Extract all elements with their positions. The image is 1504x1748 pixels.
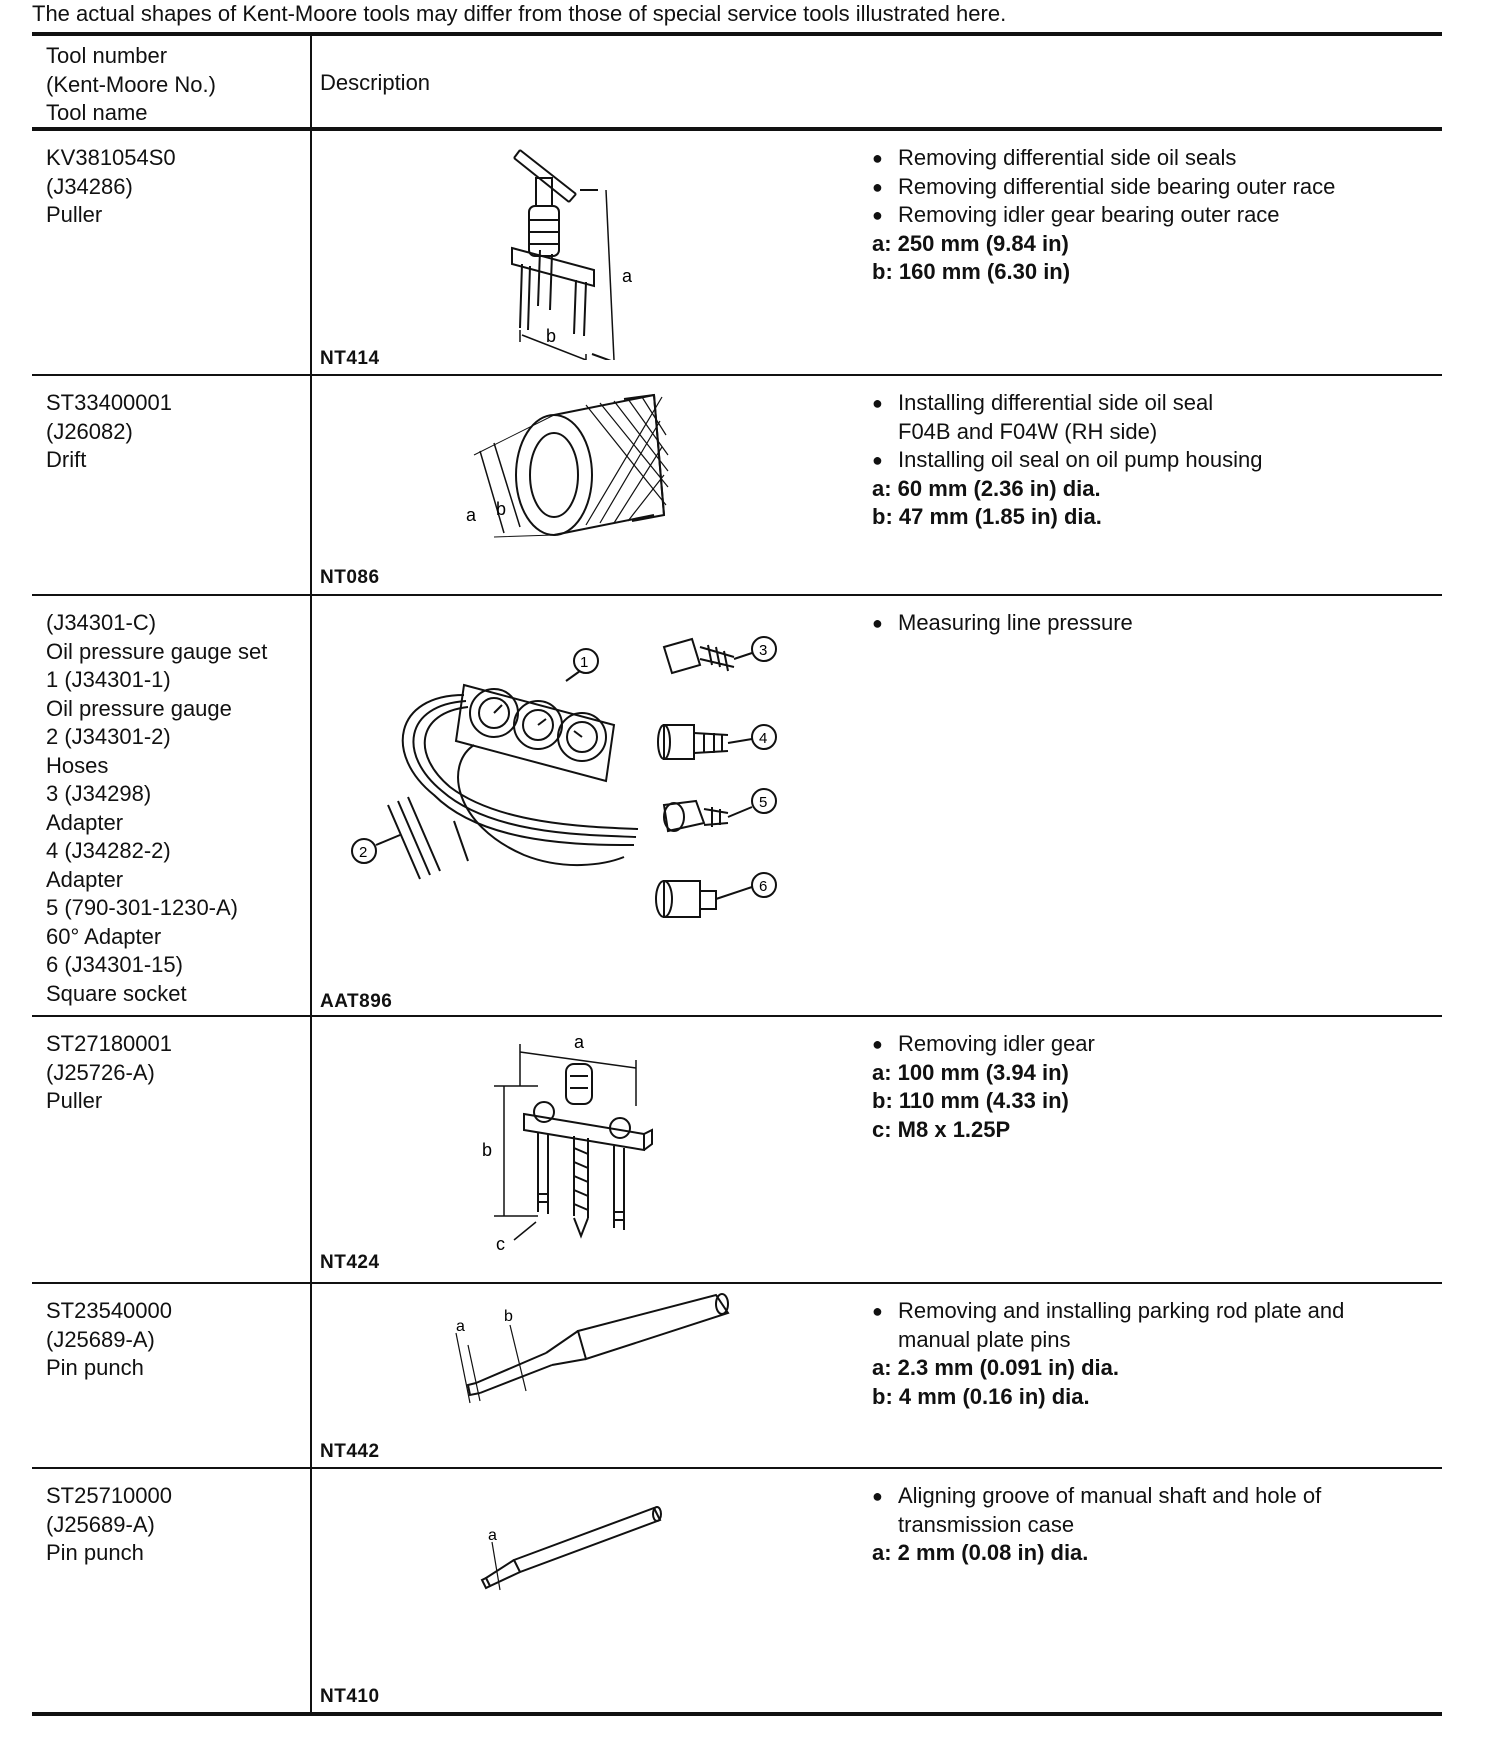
spec-line: c: M8 x 1.25P [872,1116,1011,1142]
bullet-text: Removing idler gear bearing outer race [898,202,1280,227]
bullet-icon: ● [872,613,883,633]
bullet-item [872,1482,1432,1511]
figure-code: NT410 [320,1686,380,1707]
spec-line: a: 100 mm (3.94 in) [872,1059,1069,1085]
component-name: Adapter [46,866,124,892]
pin-punch-illustration [324,1283,844,1453]
kent-moore-number: (J34286) [46,173,133,199]
component-number: 4 (J34282-2) [46,838,171,863]
tool-description [872,1297,1432,1411]
tool-number: ST33400001 [46,390,172,415]
kent-moore-number: (J26082) [46,418,133,444]
tool-id [46,389,301,475]
tool-name: Drift [46,447,87,472]
figure-code: NT442 [320,1441,380,1462]
dimension-label: a [622,266,633,286]
dimension-label: a [488,1527,497,1544]
bullet-item [872,389,1432,418]
table-row [32,375,1442,594]
table-row [32,595,1442,1015]
kent-moore-number: (J25689-A) [46,1326,155,1352]
spec-line: a: 250 mm (9.84 in) [872,230,1069,256]
dimension-label: b [496,499,507,519]
component-name: Square socket [46,980,187,1006]
spec-line: a: 60 mm (2.36 in) dia. [872,475,1101,501]
kent-moore-number: (J25726-A) [46,1059,155,1085]
tool-number: ST23540000 [46,1298,172,1323]
tool-description [872,1030,1432,1144]
bullet-icon: ● [872,450,883,470]
spec-line: a: 2.3 mm (0.091 in) dia. [872,1355,1119,1380]
bullet-continuation: F04B and F04W (RH side) [898,418,1158,444]
bullet-text: Installing oil seal on oil pump housing [898,447,1263,472]
component-name: Hoses [46,752,109,778]
tool-description [872,1482,1432,1568]
tool-id [46,1030,301,1116]
tool-id [46,1482,301,1568]
bullet-icon: ● [872,393,883,413]
intro-note: The actual shapes of Kent-Moore tools may differ from those of special service tools illustrated here. [32,1,1007,26]
header-tool-column [46,42,301,128]
tool-name: Pin punch [46,1540,144,1565]
tool-id [46,144,301,230]
bullet-icon: ● [872,148,883,168]
callout-label: 1 [580,654,589,671]
dimension-label: a [574,1032,585,1052]
spec-line: b: 4 mm (0.16 in) dia. [872,1383,1090,1409]
bullet-continuation: manual plate pins [898,1326,1071,1352]
bullet-continuation: transmission case [898,1511,1075,1537]
dimension-label: c [496,1234,505,1254]
tool-id [46,1297,301,1383]
bullet-item [872,144,1432,173]
tool-number: ST25710000 [46,1483,172,1508]
component-name: Adapter [46,809,124,835]
component-number: 6 (J34301-15) [46,952,183,977]
bullet-text: Removing differential side bearing outer race [898,173,1336,199]
bullet-item [872,201,1432,230]
figure-code: NT086 [320,567,380,588]
tool-name: Puller [46,1088,103,1113]
table-row [32,130,1442,374]
component-name: 60° Adapter [46,923,162,949]
tool-number: ST27180001 [46,1031,172,1056]
table-row [32,1016,1442,1282]
tool-id [46,609,301,1008]
spec-line: b: 47 mm (1.85 in) dia. [872,504,1102,529]
bullet-item [872,446,1432,475]
oil-pressure-gauge-set-illustration [324,595,844,995]
bullet-icon: ● [872,1034,883,1054]
bullet-text: Installing differential side oil seal [898,390,1214,415]
tool-name: Pin punch [46,1355,144,1380]
bullet-icon: ● [872,1486,883,1506]
component-name: Oil pressure gauge [46,695,232,721]
bullet-text: Measuring line pressure [898,610,1133,635]
component-number: 5 (790-301-1230-A) [46,895,239,920]
alignment-pin-punch-illustration [324,1468,844,1668]
bullet-item [872,1297,1432,1326]
callout-label: 6 [759,878,768,895]
bullet-text: Removing and installing parking rod plate and [898,1298,1345,1323]
spec-line: b: 160 mm (6.30 in) [872,259,1071,284]
figure-code: NT414 [320,348,380,369]
header-line: Tool name [46,100,148,125]
bullet-item [872,173,1432,202]
tool-description [872,609,1432,638]
dimension-label: b [546,326,557,346]
bullet-icon: ● [872,205,883,225]
spec-line: b: 110 mm (4.33 in) [872,1088,1069,1113]
tool-name: Puller [46,202,103,227]
bullet-text: Removing idler gear [898,1031,1095,1056]
component-number: 3 (J34298) [46,781,152,806]
drift-illustration [324,375,844,575]
figure-code: NT424 [320,1252,380,1273]
kent-moore-number: (J25689-A) [46,1511,155,1537]
tool-description [872,389,1432,532]
component-number: 1 (J34301-1) [46,667,171,692]
dimension-label: a [456,1318,465,1335]
callout-label: 5 [759,794,768,811]
header-description: Description [320,70,431,95]
dimension-label: b [482,1140,493,1160]
bullet-icon: ● [872,1301,883,1321]
bullet-text: Removing differential side oil seals [898,145,1237,170]
table-row [32,1283,1442,1467]
callout-label: 3 [759,642,768,659]
bullet-icon: ● [872,176,883,197]
dimension-label: b [504,1308,513,1325]
bullet-item [872,609,1432,638]
component-number: 2 (J34301-2) [46,724,171,749]
spec-line: a: 2 mm (0.08 in) dia. [872,1540,1089,1565]
puller-illustration [324,130,844,360]
table-bottom-rule [32,1712,1442,1716]
table-header [32,32,1442,130]
idler-gear-puller-illustration [324,1016,844,1266]
callout-label: 4 [759,730,768,747]
callout-label: 2 [359,844,368,861]
bullet-text: Aligning groove of manual shaft and hole of [898,1483,1322,1508]
header-line: (Kent-Moore No.) [46,71,216,97]
dimension-label: a [466,505,477,525]
table-row [32,1468,1442,1712]
header-line: Tool number [46,43,168,68]
kent-moore-number: (J34301-C) [46,610,157,635]
tool-number: KV381054S0 [46,145,176,170]
figure-code: AAT896 [320,991,393,1012]
tool-name: Oil pressure gauge set [46,638,268,664]
bullet-item [872,1030,1432,1059]
tool-description [872,144,1432,287]
